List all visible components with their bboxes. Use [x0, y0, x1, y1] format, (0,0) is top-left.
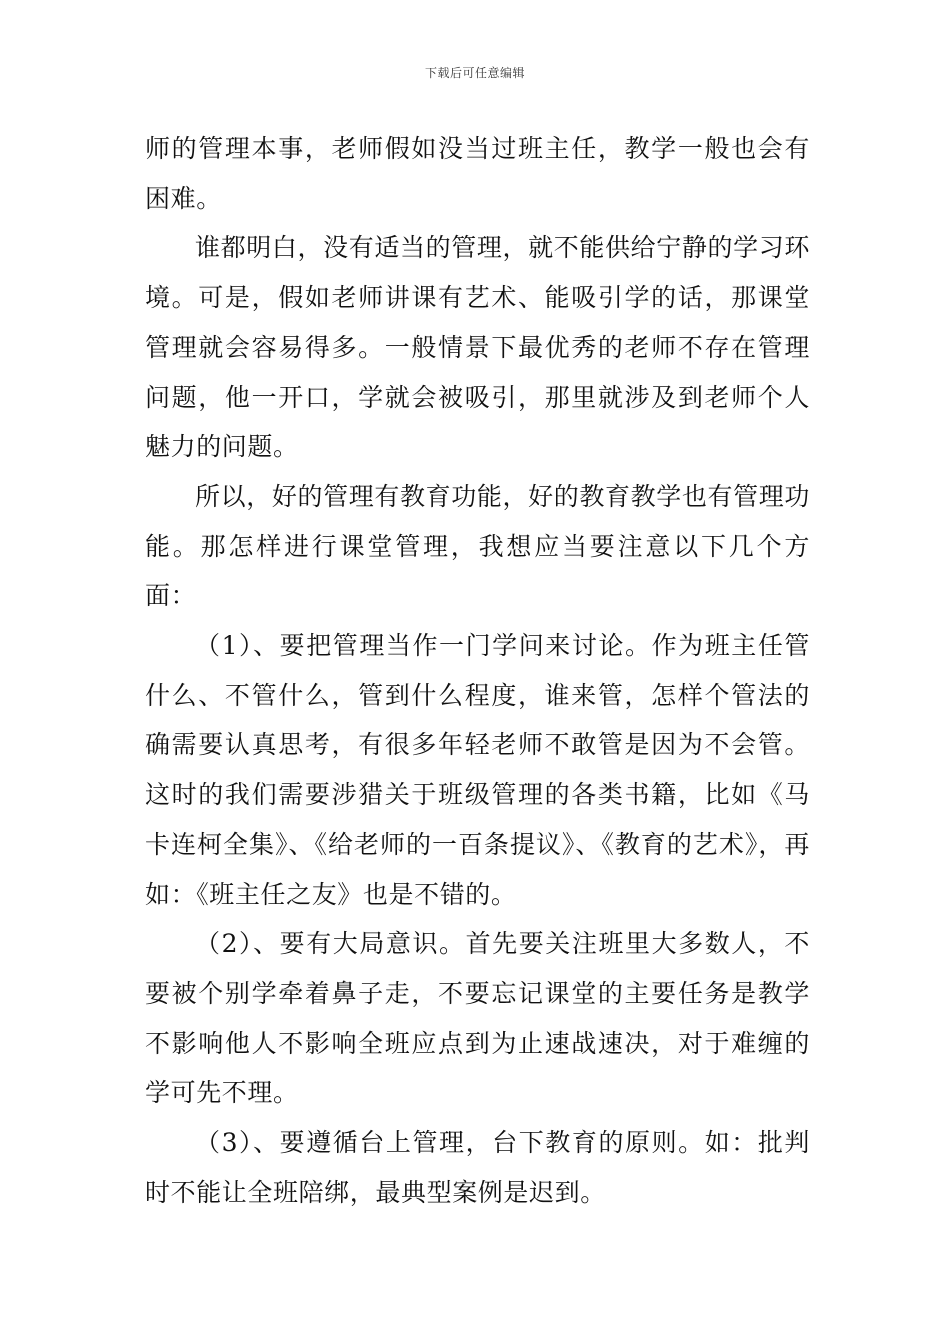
paragraph-1: 师的管理本事，老师假如没当过班主任，教学一般也会有困难。: [145, 134, 810, 213]
paragraph-3: 所以，好的管理有教育功能，好的教育教学也有管理功能。那怎样进行课堂管理，我想应当要注意以下几个方面：: [145, 481, 810, 611]
paragraph-5: （2）、要有大局意识。首先要关注班里大多数人，不要被个别学牵着鼻子走，不要忘记课堂的主要任务是教学不影响他人不影响全班应点到为止速战速决，对于难缠的学可先不理。: [145, 929, 810, 1108]
paragraph-2: 谁都明白，没有适当的管理，就不能供给宁静的学习环境。可是，假如老师讲课有艺术、能吸引学的话，那课堂管理就会容易得多。一般情景下最优秀的老师不存在管理问题，他一开口，学就会被吸引，那里就涉及到老师个人魅力的问题。: [145, 233, 810, 462]
paragraph-4: （1）、要把管理当作一门学问来讨论。作为班主任管什么、不管什么，管到什么程度，谁来管，怎样个管法的确需要认真思考，有很多年轻老师不敢管是因为不会管。这时的我们需要涉猎关于班级管理的各类书籍，比如《马卡连柯全集》、《给老师的一百条提议》、《教育的艺术》，再如：《班主任之友》也是不错的。: [145, 631, 810, 909]
page-header-note: 下载后可任意编辑: [424, 66, 525, 80]
document-body: [145, 124, 810, 1217]
paragraph-6: （3）、要遵循台上管理，台下教育的原则。如：批判时不能让全班陪绑，最典型案例是迟到。: [145, 1128, 810, 1207]
